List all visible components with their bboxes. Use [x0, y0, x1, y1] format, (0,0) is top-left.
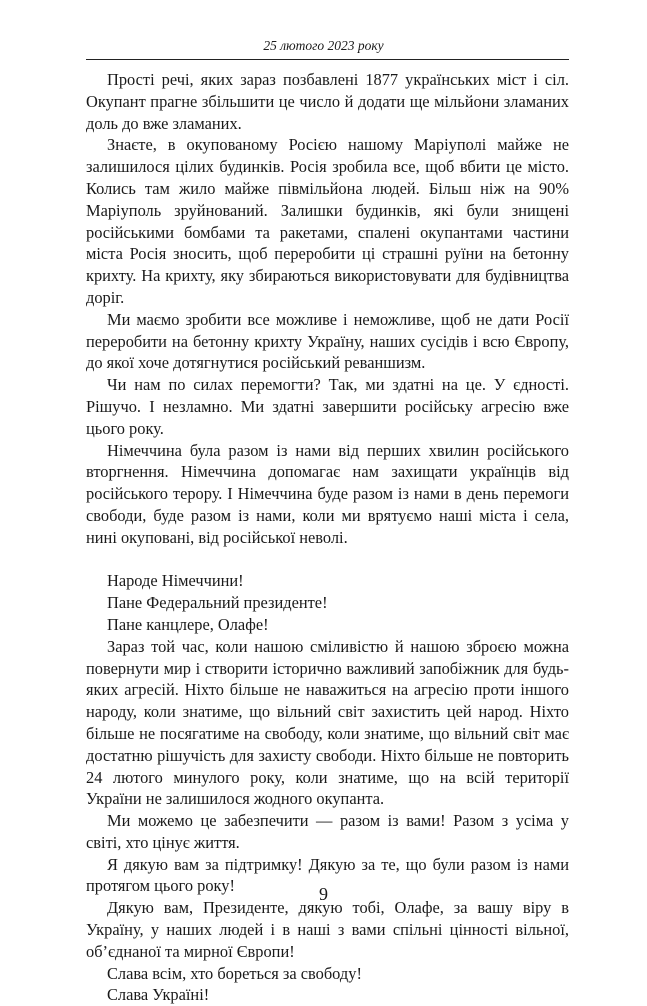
- closing-line: Слава всім, хто бореться за свободу!: [107, 963, 362, 983]
- paragraph: Ми можемо це забезпечити — разом із вами! Разом з усіма у світі, хто цінує життя.: [86, 811, 569, 852]
- paragraph: Знаєте, в окупованому Росією нашому Маріуполі майже не залишилося цілих будинків. Росія зробила все, щоб вбити це місто. Колись там жило майже півмільйона людей. Більш ніж на 90% Маріуполь зруйнований. Залишки будинків, які були знищені російськими бомбами та ракетами, спалені окупантами частини міста Росія зносить, щоб переробити ці страшні руїни на бетонну крихту. На крихту, яку збираються використовувати для будівництва доріг.: [86, 135, 569, 307]
- paragraph: Дякую вам, Президенте, дякую тобі, Олафе, за вашу віру в Україну, у наших людей і в наші з вами спільні цінності вільної, об’єднаної та мирної Європи!: [86, 898, 569, 961]
- address-line: Пане канцлере, Олафе!: [107, 614, 269, 634]
- paragraph: Ми маємо зробити все можливе і неможливе, щоб не дати Росії переробити на бетонну крихту Україну, наших сусідів і всю Європу, до якої хоче дотягнутися російський реваншизм.: [86, 309, 569, 373]
- paragraph: Я дякую вам за підтримку! Дякую за те, що були разом із нами протягом цього року!: [86, 854, 569, 896]
- paragraph: Німеччина була разом із нами від перших хвилин російського вторгнення. Німеччина допомагає нам захищати українців від російського терору. І Німеччина буде разом із нами в день перемоги свободи, буде разом із нами, коли ми врятуємо наші міста і села, нині окуповані, від російської неволі.: [86, 440, 569, 547]
- header-rule: [86, 59, 569, 60]
- running-header: 25 лютого 2023 року: [263, 38, 384, 53]
- paragraph: Чи нам по силах перемогти? Так, ми здатні на це. У єдності. Рішучо. І незламно. Ми здатні завершити російську агресію вже цього року.: [86, 375, 569, 438]
- body-text: [86, 69, 569, 1006]
- closing-line: Слава Україні!: [107, 985, 210, 1005]
- address-line: Пане Федеральний президенте!: [107, 593, 328, 613]
- address-line: Народе Німеччини!: [107, 571, 244, 591]
- paragraph: Прості речі, яких зараз позбавлені 1877 українських міст і сіл. Окупант прагне збільшити це число й додати ще мільйони зламаних доль до вже зламаних.: [86, 70, 569, 133]
- paragraph: Зараз той час, коли нашою сміливістю й нашою зброєю можна повернути мир і створити історично важливий запобіжник для будь-яких агресій. Ніхто більше не наважиться на агресію проти іншого народу, коли знатиме, що вільний світ захистить цей народ. Ніхто більше не посягатиме на свободу, коли знатиме, що вільний світ має достатню рішучість для захисту свободи. Ніхто більше не повторить 24 лютого минулого року, коли знатиме, що на всій території України не залишилося жодного окупанта.: [86, 636, 569, 809]
- page-number: 9: [319, 884, 328, 904]
